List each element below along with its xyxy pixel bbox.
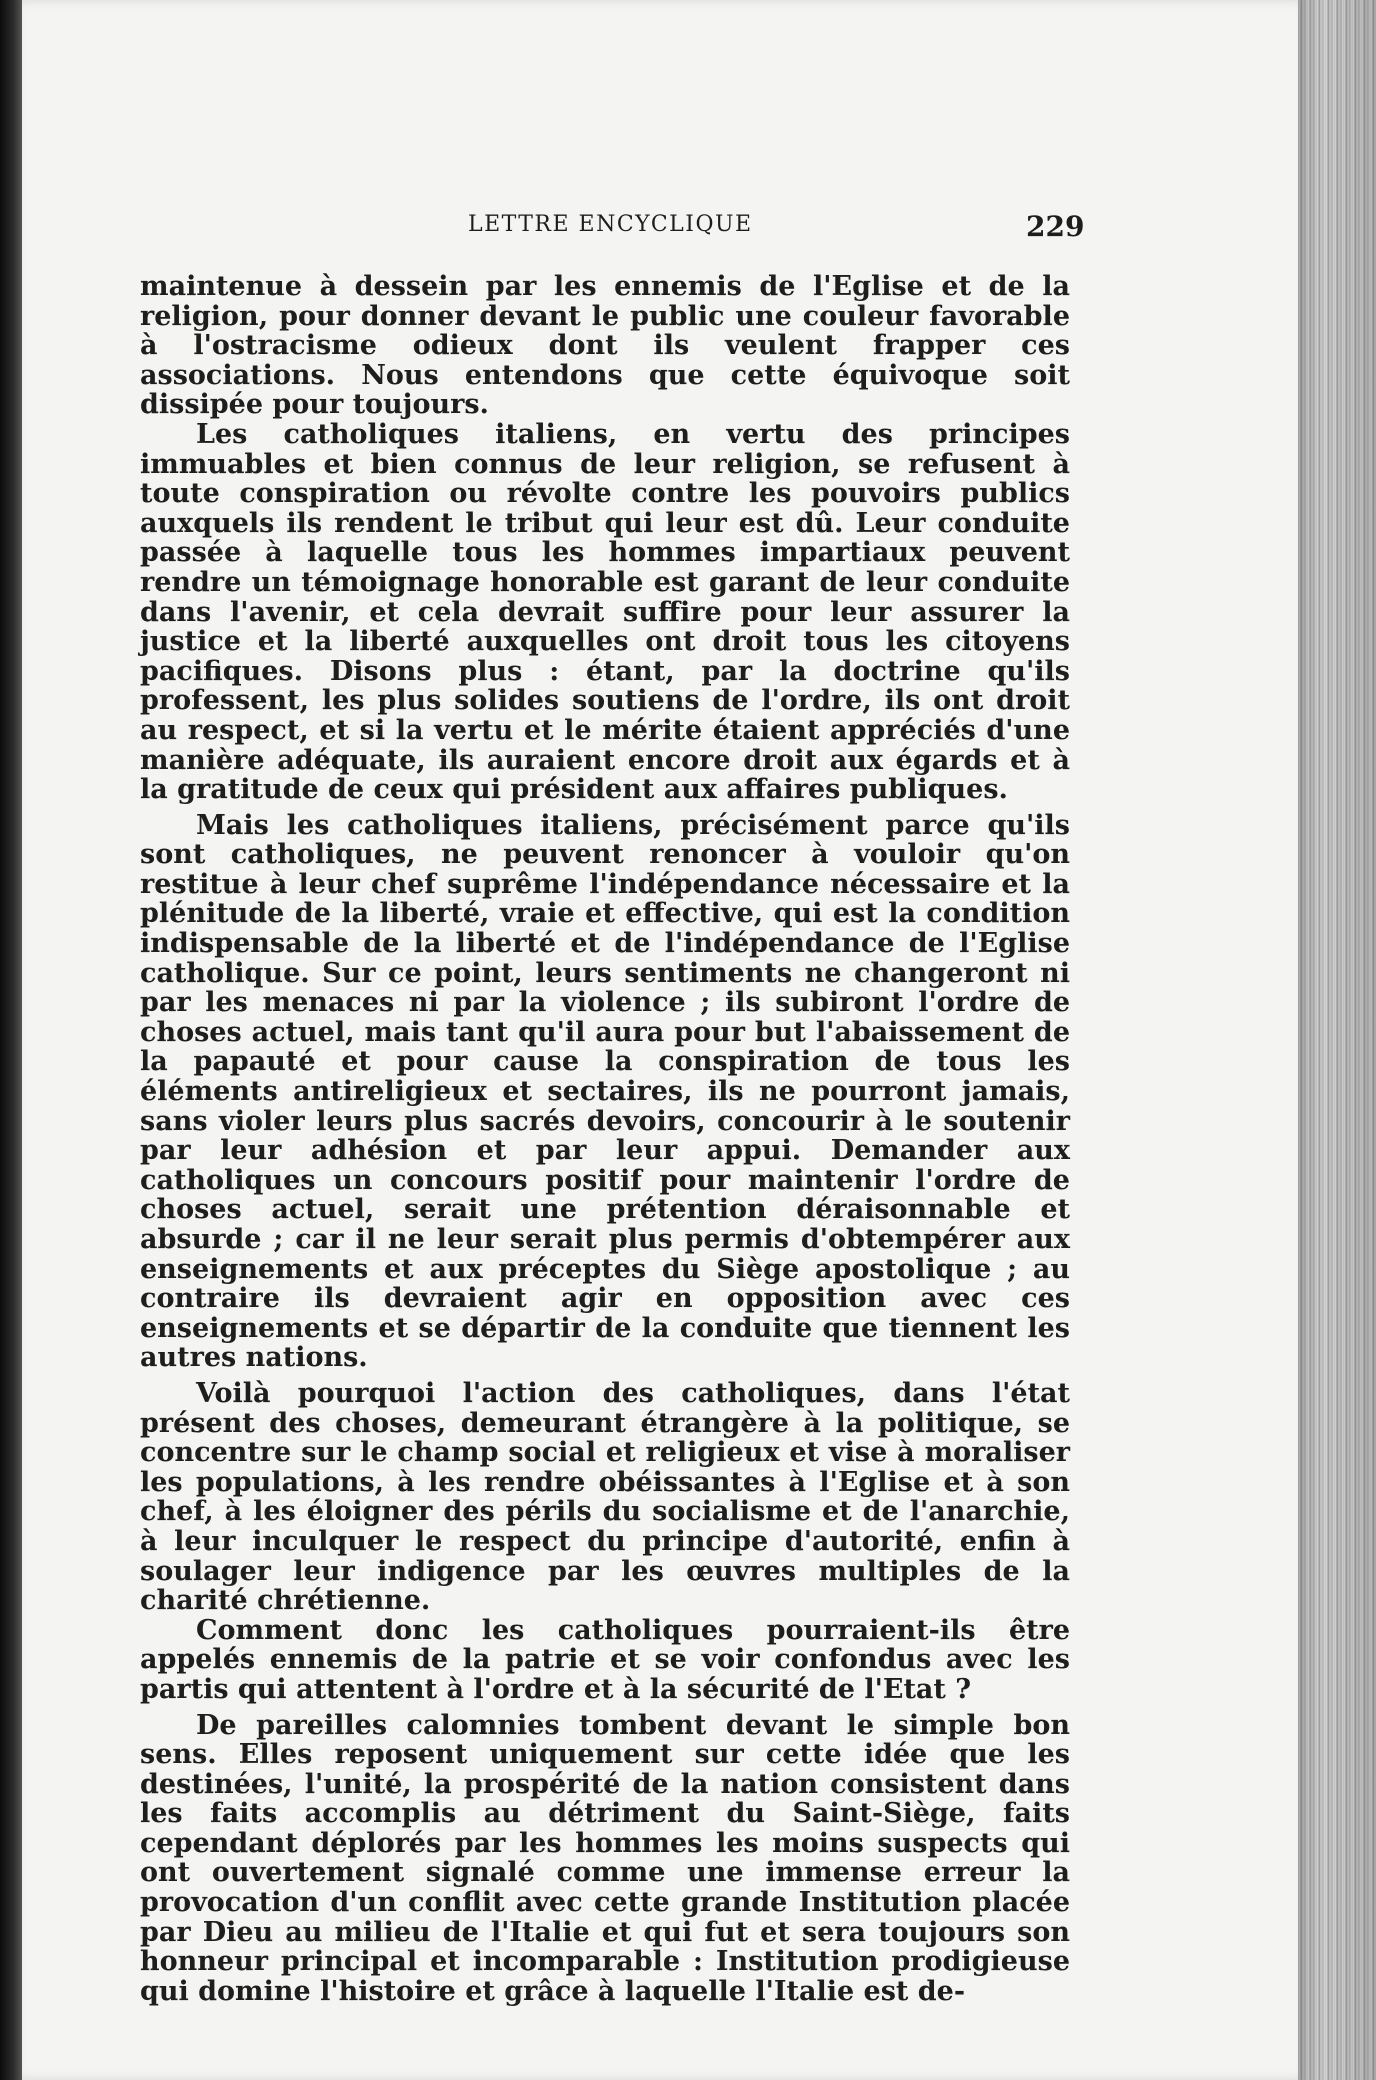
- body-text: [140, 272, 1070, 2006]
- paragraph-5: Comment donc les catholiques pourraient-ils être appelés ennemis de la patrie et se voir confondus avec les partis qui attentent à l'ordre et à la sécurité de l'Etat ?: [140, 1614, 1070, 1705]
- paragraph-4: Voilà pourquoi l'action des catholiques, dans l'état présent des choses, demeurant étrangère à la politique, se concentre sur le champ social et religieux et vise à moraliser les populations, à les rendre obéissantes à l'Eglise et à son chef, à les éloigner des périls du socialisme et de l'anarchie, à leur inculquer le respect du principe d'autorité, enfin à soulager leur indigence par les œuvres multiples de la charité chrétienne.: [140, 1377, 1070, 1617]
- paragraph-3: Mais les catholiques italiens, précisément parce qu'ils sont catholiques, ne peuvent renoncer à vouloir qu'on restitue à leur chef suprême l'indépendance nécessaire et la plénitude de la liberté, vraie et effective, qui est la condition indispensable de la liberté et de l'indépendance de l'Eglise catholique. Sur ce point, leurs sentiments ne changeront ni par les menaces ni par la violence ; ils subiront l'ordre de choses actuel, mais tant qu'il aura pour but l'abaissement de la papauté et pour cause la conspiration de tous les éléments antireligieux et sectaires, ils ne pourront jamais, sans violer leurs plus sacrés devoirs, concourir à le soutenir par leur adhésion et par leur appui. Demander aux catholiques un concours positif pour maintenir l'ordre de choses actuel, serait une prétention déraisonnable et absurde ; car il ne leur serait plus permis d'obtempérer aux enseignements et aux préceptes du Siège apostolique ; au contraire ils devraient agir en opposition avec ces enseignements et se départir de la conduite que tiennent les autres nations.: [140, 809, 1070, 1374]
- paragraph-1: maintenue à dessein par les ennemis de l'Eglise et de la religion, pour donner devant le public une couleur favorable à l'ostracisme odieux dont ils veulent frapper ces associations. Nous entendons que cette équivoque soit dissipée pour toujours.: [140, 271, 1070, 421]
- paragraph-2: Les catholiques italiens, en vertu des principes immuables et bien connus de leur religion, se refusent à toute conspiration ou révolte contre les pouvoirs publics auxquels ils rendent le tribut qui leur est dû. Leur conduite passée à laquelle tous les hommes impartiaux peuvent rendre un témoignage honorable est garant de leur conduite dans l'avenir, et cela devrait suffire pour leur assurer la justice et la liberté auxquelles ont droit tous les citoyens pacifiques. Disons plus : étant, par la doctrine qu'ils professent, les plus solides soutiens de l'ordre, ils ont droit au respect, et si la vertu et le mérite étaient appréciés d'une manière adéquate, ils auraient encore droit aux égards et à la gratitude de ceux qui président aux affaires publiques.: [140, 418, 1070, 806]
- paragraph-6: De pareilles calomnies tombent devant le simple bon sens. Elles reposent uniquement sur cette idée que les destinées, l'unité, la prospérité de la nation consistent dans les faits accomplis au détriment du Saint-Siège, faits cependant déplorés par les hommes les moins suspects qui ont ouvertement signalé comme une immense erreur la provocation d'un conflit avec cette grande Institution placée par Dieu au milieu de l'Italie et qui fut et sera toujours son honneur principal et incomparable : Institution prodigieuse qui domine l'histoire et grâce à laquelle l'Italie est de-: [140, 1709, 1070, 2007]
- scan-left-edge: [0, 0, 22, 2080]
- page-stack-shade: [1298, 0, 1376, 2080]
- running-title: LETTRE ENCYCLIQUE: [468, 212, 753, 237]
- page-number: 229: [1026, 210, 1085, 243]
